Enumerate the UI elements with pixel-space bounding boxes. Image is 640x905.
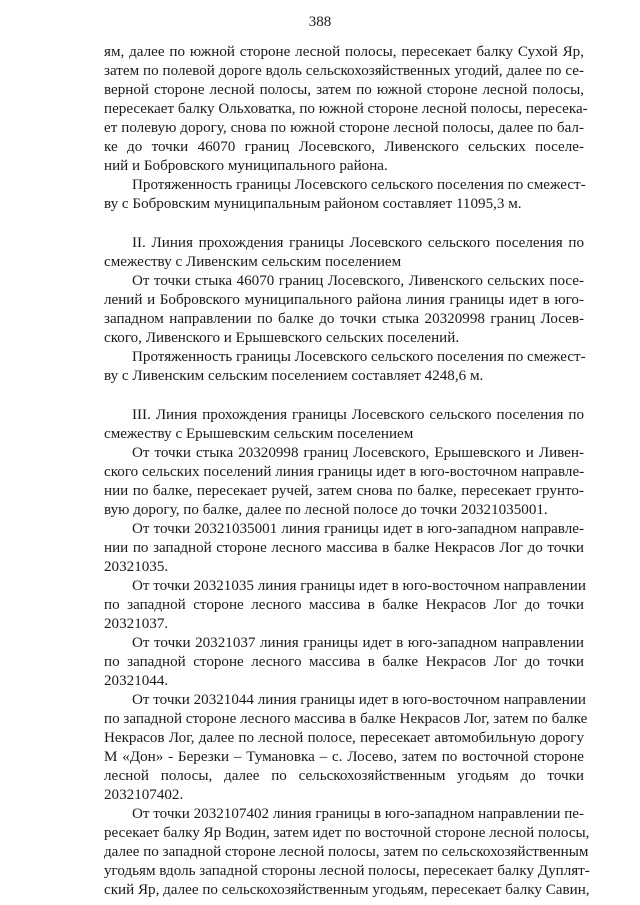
text-line: ке до точки 46070 границ Лосевского, Ливенского сельских поселе- [104, 139, 584, 155]
text-line: пересекает балку Ольховатка, по южной стороне лесной полосы, пересека- [104, 101, 588, 117]
paragraph [104, 691, 588, 805]
text-line: затем по полевой дороге вдоль сельскохозяйственных угодий, далее по се- [104, 63, 584, 79]
text-line: 20321035. [104, 559, 169, 575]
text-line: От точки 20321035001 линия границы идет в юго-западном направле- [132, 521, 584, 537]
text-line: ского, Ливенского и Ерышевского сельских поселений. [104, 330, 460, 346]
text-line: От точки 20321037 линия границы идет в юго-западном направлении [132, 635, 584, 651]
text-line: ву с Ливенским сельским поселением составляет 4248,6 м. [104, 368, 484, 384]
text-line: ву с Бобровским муниципальным районом составляет 11095,3 м. [104, 196, 522, 212]
section-spacer [104, 386, 584, 406]
paragraph [104, 234, 584, 272]
text-line: III. Линия прохождения границы Лосевского сельского поселения по [132, 407, 584, 423]
paragraph [104, 520, 584, 577]
text-line: далее по западной стороне лесной полосы, затем по сельскохозяйственным [104, 844, 589, 860]
paragraph [104, 444, 584, 520]
text-line: 20321044. [104, 673, 169, 689]
text-line: лений и Бобровского муниципального района линия границы идет в юго- [104, 292, 584, 308]
paragraph [104, 176, 584, 214]
document-body [104, 43, 590, 900]
page-number: 388 [308, 14, 332, 30]
text-line: 20321037. [104, 616, 169, 632]
text-line: ям, далее по южной стороне лесной полосы, пересекает балку Сухой Яр, [104, 44, 584, 60]
text-line: От точки стыка 46070 границ Лосевского, Ливенского сельских посе- [132, 273, 584, 289]
text-line: От точки 20321044 линия границы идет в юго-восточном направлении [132, 692, 586, 708]
paragraph [104, 348, 584, 386]
text-line: верной стороне лесной полосы, затем по южной стороне лесной полосы, [104, 82, 584, 98]
paragraph [104, 43, 588, 176]
text-line: ский Яр, далее по сельскохозяйственным угодьям, пересекает балку Савин, [104, 882, 590, 898]
text-line: 2032107402. [104, 787, 184, 803]
paragraph [104, 805, 590, 900]
paragraph [104, 577, 584, 634]
text-line: нии по западной стороне лесного массива в балке Некрасов Лог до точки [104, 540, 584, 556]
text-line: От точки 2032107402 линия границы в юго-западном направлении пе- [132, 806, 584, 822]
text-line: ского сельских поселений линия границы идет в юго-восточном направле- [104, 464, 585, 480]
text-line: лесной полосы, далее по сельскохозяйственным угодьям до точки [104, 768, 584, 784]
paragraph [104, 272, 584, 348]
text-line: От точки 20321035 линия границы идет в юго-восточном направлении [132, 578, 586, 594]
text-line: западном направлении по балке до точки стыка 20320998 границ Лосев- [104, 311, 584, 327]
paragraph [104, 406, 584, 444]
text-line: От точки стыка 20320998 границ Лосевского, Ерышевского и Ливен- [132, 445, 584, 461]
text-line: смежеству с Ерышевским сельским поселением [104, 426, 414, 442]
text-line: по западной стороне лесного массива в балке Некрасов Лог, затем по балке [104, 711, 588, 727]
text-line: ресекает балку Яр Водин, затем идет по восточной стороне лесной полосы, [104, 825, 590, 841]
text-line: по западной стороне лесного массива в балке Некрасов Лог до точки [104, 597, 584, 613]
text-line: вую дорогу, по балке, далее по лесной полосе до точки 20321035001. [104, 502, 548, 518]
text-line: ет полевую дорогу, снова по южной стороне лесной полосы, далее по бал- [104, 120, 584, 136]
section-spacer [104, 214, 584, 234]
text-line: ний и Бобровского муниципального района. [104, 158, 388, 174]
text-line: М «Дон» - Березки – Тумановка – с. Лосево, затем по восточной стороне [104, 749, 584, 765]
text-line: по западной стороне лесного массива в балке Некрасов Лог до точки [104, 654, 584, 670]
text-line: Протяженность границы Лосевского сельского поселения по смежест- [132, 177, 586, 193]
text-line: Протяженность границы Лосевского сельского поселения по смежест- [132, 349, 586, 365]
text-line: Некрасов Лог, далее по лесной полосе, пересекает автомобильную дорогу [104, 730, 584, 746]
paragraph [104, 634, 584, 691]
text-line: смежеству с Ливенским сельским поселением [104, 254, 402, 270]
text-line: нии по балке, пересекает ручей, затем снова по балке, пересекает грунто- [104, 483, 584, 499]
text-line: угодьям вдоль западной стороны лесной полосы, пересекает балку Дуплят- [104, 863, 590, 879]
text-line: II. Линия прохождения границы Лосевского сельского поселения по [132, 235, 584, 251]
